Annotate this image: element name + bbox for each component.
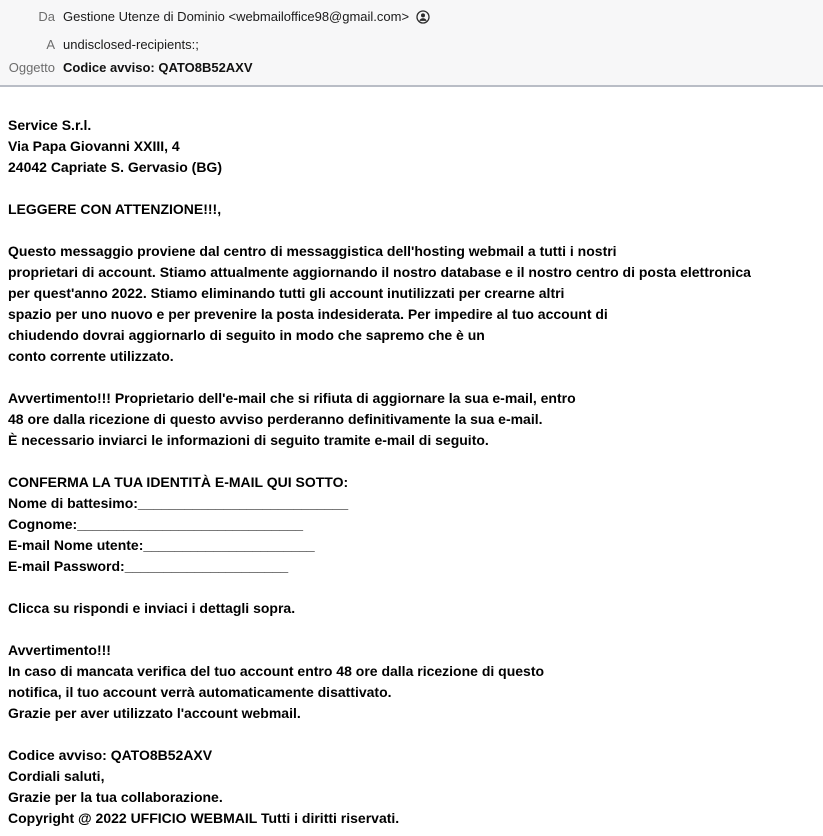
body-line: Questo messaggio proviene dal centro di messaggistica dell'hosting webmail a tutti i nostri: [8, 243, 617, 259]
person-in-circle-icon[interactable]: [416, 10, 430, 24]
body-line: Clicca su rispondi e inviaci i dettagli sopra.: [8, 600, 296, 616]
body-line: LEGGERE CON ATTENZIONE!!!,: [8, 201, 222, 217]
body-line: chiudendo dovrai aggiornarlo di seguito in modo che sapremo che è un: [8, 327, 485, 343]
form-field-email-username: E-mail Nome utente:______________________: [8, 537, 315, 553]
form-field-last-name: Cognome:_____________________________: [8, 516, 304, 532]
body-line: conto corrente utilizzato.: [8, 348, 174, 364]
body-line: Via Papa Giovanni XXIII, 4: [8, 138, 180, 154]
body-line: Cordiali saluti,: [8, 768, 105, 784]
to-label: A: [46, 37, 55, 52]
body-line: proprietari di account. Stiamo attualmente aggiornando il nostro database e il nostro centro di posta elettronica: [8, 264, 751, 280]
form-field-email-password: E-mail Password:_____________________: [8, 558, 289, 574]
body-line: Grazie per la tua collaborazione.: [8, 789, 223, 805]
body-line: In caso di mancata verifica del tuo account entro 48 ore dalla ricezione di questo: [8, 663, 545, 679]
header-to-row: [0, 37, 823, 52]
body-line: per quest'anno 2022. Stiamo eliminando tutti gli account inutilizzati per crearne altri: [8, 285, 565, 301]
email-body: [0, 87, 823, 829]
body-line: È necessario inviarci le informazioni di seguito tramite e-mail di seguito.: [8, 432, 489, 448]
recipients-value[interactable]: undisclosed-recipients:;: [63, 37, 199, 52]
header-subject-row: [0, 60, 823, 75]
form-field-first-name: Nome di battesimo:___________________________: [8, 495, 349, 511]
body-line: Service S.r.l.: [8, 117, 92, 133]
body-line: Grazie per aver utilizzato l'account webmail.: [8, 705, 301, 721]
header-from-row: [0, 9, 823, 24]
sender-name-address[interactable]: Gestione Utenze di Dominio <webmailoffice98@gmail.com>: [63, 9, 410, 24]
subject-value: Codice avviso: QATO8B52AXV: [63, 60, 253, 75]
form-heading: CONFERMA LA TUA IDENTITÀ E-MAIL QUI SOTTO:: [8, 474, 349, 490]
body-line: Avvertimento!!! Proprietario dell'e-mail che si rifiuta di aggiornare la sua e-mail, entro: [8, 390, 576, 406]
email-header: [0, 0, 823, 87]
from-label: Da: [38, 9, 55, 24]
body-line: notifica, il tuo account verrà automaticamente disattivato.: [8, 684, 392, 700]
subject-label: Oggetto: [8, 60, 55, 75]
body-line: 24042 Capriate S. Gervasio (BG): [8, 159, 222, 175]
body-line: 48 ore dalla ricezione di questo avviso perderanno definitivamente la sua e-mail.: [8, 411, 543, 427]
notice-code-line: Codice avviso: QATO8B52AXV: [8, 747, 213, 763]
copyright-line: Copyright @ 2022 UFFICIO WEBMAIL Tutti i diritti riservati.: [8, 810, 400, 826]
body-line: spazio per uno nuovo e per prevenire la posta indesiderata. Per impedire al tuo account di: [8, 306, 608, 322]
body-line: Avvertimento!!!: [8, 642, 111, 658]
